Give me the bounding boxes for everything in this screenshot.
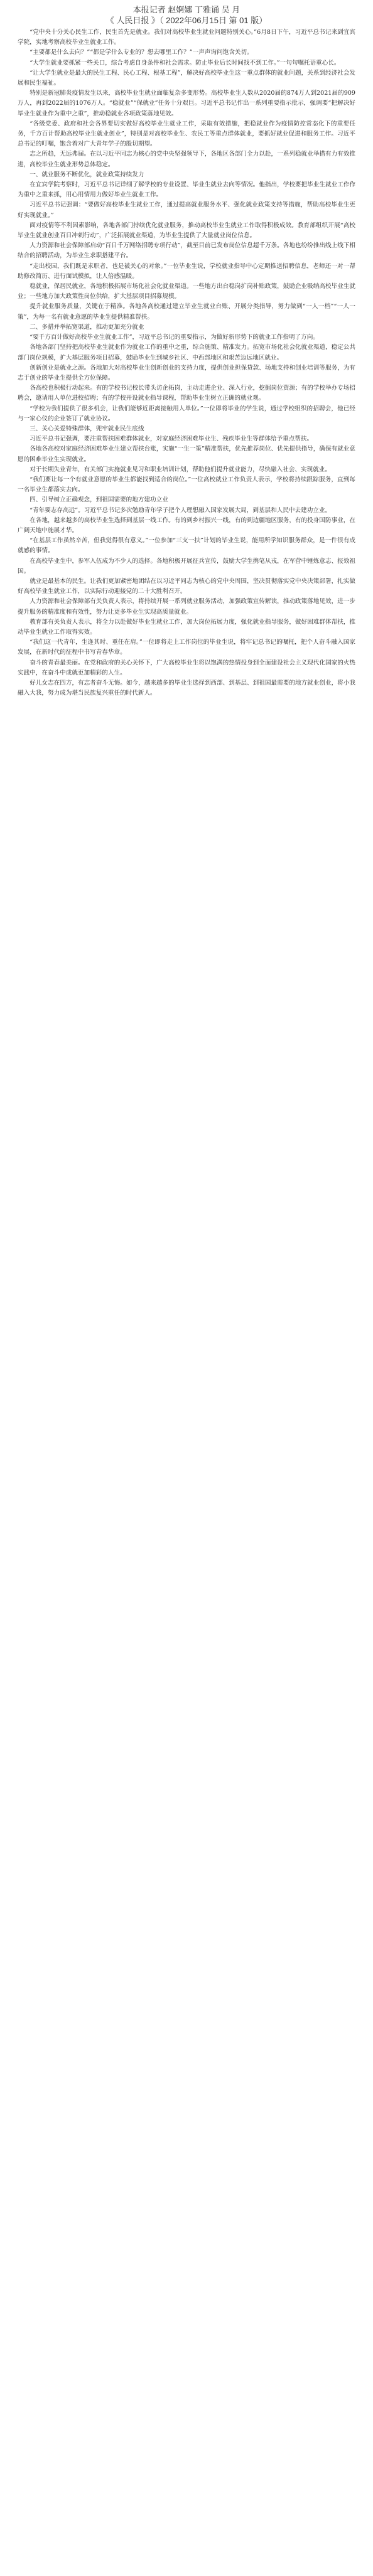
article-paragraph: 各高校也积极行动起来。有的学校书记校长带头访企拓岗，主动走进企业、深入行业，挖掘岗位资源；有的学校举办专场招聘会，邀请用人单位进校招聘；有的学校开设就业指导课程，帮助毕业生树立正确的就业观。 xyxy=(18,385,355,402)
article-paragraph: “党中央十分关心民生工作，民生首先是就业。我们对高校毕业生就业问题特别关心。”6月8日下午，习近平总书记来到宜宾学院，实地考察高校毕业生就业工作。 xyxy=(18,29,355,46)
article-paragraph: “主要都是什么去向？”“都是学什么专业的？想去哪里工作？”一声声询问饱含关切。 xyxy=(30,49,253,56)
article-paragraph: 各地各部门坚持把高校毕业生就业作为就业工作的重中之重，综合施策、精准发力。拓宽市场化社会化就业渠道，稳定公共部门岗位规模，扩大基层服务项目招募，鼓励毕业生到城乡社区、中西部地区和艰苦边远地区就业。 xyxy=(18,344,355,361)
article-paragraph: “我们这一代青年，生逢其时、重任在肩。”一位即将走上工作岗位的毕业生说，将牢记总书记的嘱托，把个人奋斗融入国家发展，在新时代的征程中书写青春华章。 xyxy=(18,639,355,656)
byline: 本报记者 赵婀娜 丁雅诵 吴 月 xyxy=(132,5,241,14)
article-paragraph: 对于长期失业青年，有关部门实施就业见习和职业培训计划，帮助他们提升就业能力，尽快融入社会、实现就业。 xyxy=(30,466,331,473)
article-paragraph: 习近平总书记强调：“要做好高校毕业生就业工作，通过提高就业服务水平、强化就业政策支持等措施，帮助高校毕业生更好实现就业。” xyxy=(18,201,355,219)
article-paragraph: 在高校毕业生中，参军入伍成为不少人的选择。各地积极开展征兵宣传，鼓励大学生携笔从戎，在军营中锤炼意志、报效祖国。 xyxy=(18,557,355,575)
article-paragraph: 创新创业是就业之源。各地加大对高校毕业生创新创业的支持力度，提供创业担保贷款、场地支持和创业培训等服务，为有志于创业的毕业生提供全方位保障。 xyxy=(18,364,355,382)
article-paragraph: 志之所趋，无远弗届。在以习近平同志为核心的党中央坚强领导下，各地区各部门全力以赴，一系列稳就业举措有力有效推进，高校毕业生就业形势总体稳定。 xyxy=(18,151,355,168)
article-paragraph: 在各地，越来越多的高校毕业生选择到基层一线工作。有的到乡村振兴一线，有的到边疆地区服务，有的投身国防事业，在广阔天地中施展才华。 xyxy=(18,516,355,534)
article-paragraph: “青年要志存高远”。习近平总书记多次勉励青年学子把个人理想融入国家发展大局，到基层和人民中去建功立业。 xyxy=(30,506,332,514)
article-paragraph: 四、引导树立正确观念，到祖国需要的地方建功立业 xyxy=(30,496,168,504)
article-paragraph: 好儿女志在四方，有志者奋斗无悔。如今，越来越多的毕业生选择到西部、到基层、到祖国最需要的地方就业创业，将小我融入大我，努力成为堪当民族复兴重任的时代新人。 xyxy=(18,680,355,697)
article-paragraph: 在宜宾学院考察时，习近平总书记详细了解学校的专业设置、毕业生就业去向等情况。他指出，学校要把毕业生就业工作作为重中之重来抓，用心用情用力做好毕业生就业工作。 xyxy=(18,181,355,199)
article-paragraph: “让大学生就业是最大的民生工程、民心工程、根基工程”，解决好高校毕业生这一重点群体的就业问题，关系到经济社会发展和民生福祉。 xyxy=(18,69,355,87)
source-line: 《 人民日报 》（ 2022年06月15日 第 01 版） xyxy=(105,16,268,25)
article-paragraph: “我们要让每一个有就业意愿的毕业生都能找到适合的岗位。”一位高校就业工作负责人表示，学校将持续跟踪服务，直到每一名毕业生都落实去向。 xyxy=(18,476,355,494)
article-paragraph: 三、关心关爱特殊群体，兜牢就业民生底线 xyxy=(30,425,144,432)
article-paragraph: 一、就业服务不断优化，就业政策持续发力 xyxy=(30,171,144,178)
article-paragraph: “要千方百计做好高校毕业生就业工作”，习近平总书记的重要指示，为做好新形势下的就业工作指明了方向。 xyxy=(30,334,319,341)
article-paragraph: 人力资源和社会保障部有关负责人表示，将持续开展一系列就业服务活动，加强政策宣传解读，推动政策落地见效，进一步提升服务的精准度和有效性，努力让更多毕业生实现高质量就业。 xyxy=(18,598,355,616)
article-paragraph: 人力资源和社会保障部启动“百日千万网络招聘专项行动”，截至目前已发布岗位信息超千万条。各地也纷纷推出线上线下相结合的招聘活动，为毕业生求职搭建平台。 xyxy=(18,242,355,260)
article-paragraph: “各级党委、政府和社会各界要切实做好高校毕业生就业工作，采取有效措施，把稳就业作为疫情防控常态化下的重要任务，千方百计帮助高校毕业生就业创业”，特别是对高校毕业生、农民工等重点群体就业，要抓好就业促进和服务工作。习近平总书记的叮嘱，饱含着对广大青年学子的殷切期望。 xyxy=(18,120,355,148)
article-paragraph: 二、多措并举拓宽渠道，推动更加充分就业 xyxy=(30,323,144,331)
article-paragraph: 稳就业，保居民就业，各地积极拓展市场化社会化就业渠道。一些地方出台稳岗扩岗补贴政策，鼓励企业吸纳高校毕业生就业；一些地方加大政策性岗位供给，扩大基层项目招募规模。 xyxy=(18,283,355,301)
article-paragraph: “大学生就业要抓紧一些关口，综合考虑自身条件和社会需求。防止毕业后长时间找不到工作。”一句句嘱托语重心长。 xyxy=(30,59,340,67)
article-body xyxy=(18,28,355,698)
article-paragraph: 各地各高校对家庭经济困难毕业生建立帮扶台账，实施“一生一策”精准帮扶，优先推荐岗位、优先提供指导，确保有就业意愿的困难毕业生实现就业。 xyxy=(18,446,355,463)
article-header xyxy=(18,4,355,26)
article-paragraph: 习近平总书记强调，要注重帮扶困难群体就业，对家庭经济困难毕业生、残疾毕业生等群体给予重点帮扶。 xyxy=(30,436,313,443)
article-paragraph: 面对疫情等不利因素影响，各地各部门持续优化就业服务，推动高校毕业生就业工作取得积极成效。教育部组织开展“高校毕业生就业创业百日冲刺行动”，广泛拓展就业渠道，为毕业生提供了大量就业岗位信息。 xyxy=(18,222,355,240)
article-paragraph: “学校为我们提供了很多机会，让我们能够近距离接触用人单位。”一位即将毕业的学生说，通过学校组织的招聘会，他已经与一家心仪的企业签订了就业协议。 xyxy=(18,405,355,422)
article-paragraph: 教育部有关负责人表示，将全力以赴做好毕业生就业工作，加大岗位拓展力度，强化就业指导服务，做好困难群体帮扶，推动毕业生就业工作取得实效。 xyxy=(18,618,355,636)
article-paragraph: 特别是新冠肺炎疫情发生以来，高校毕业生就业面临复杂多变形势。高校毕业生人数从2020届的874万人到2021届的909万人，再到2022届的1076万人。“稳就业”“保就业”任务十分艰巨。习近平总书记作出一系列重要指示批示，强调要“把解决好毕业生就业作为重中之重”，推动稳就业各项政策落地见效。 xyxy=(18,90,355,117)
article-paragraph: 奋斗的青春最美丽。在党和政府的关心关怀下，广大高校毕业生将以饱满的热情投身到全面建设社会主义现代化国家的火热实践中，在奋斗中成就更加精彩的人生。 xyxy=(18,659,355,676)
article-paragraph: 就业是最基本的民生。让我们更加紧密地团结在以习近平同志为核心的党中央周围，坚决贯彻落实党中央决策部署，扎实做好高校毕业生就业工作，以实际行动迎接党的二十大胜利召开。 xyxy=(18,577,355,596)
article-paragraph: “在基层工作虽然辛苦，但我觉得很有意义。”一位参加“三支一扶”计划的毕业生说，能用所学知识服务群众，是一件很有成就感的事情。 xyxy=(18,537,355,555)
article-paragraph: 提升就业服务质量，关键在于精准。各地各高校通过建立毕业生就业台账、开展分类指导，努力做到“一人一档”“一人一策”，为每一名有就业意愿的毕业生提供精准帮扶。 xyxy=(18,303,355,321)
article-paragraph: “走出校园，我们既是求职者，也是被关心的对象。”一位毕业生说，学校就业指导中心定期推送招聘信息，老师还一对一帮助修改简历、进行面试模拟，让人倍感温暖。 xyxy=(18,262,355,280)
